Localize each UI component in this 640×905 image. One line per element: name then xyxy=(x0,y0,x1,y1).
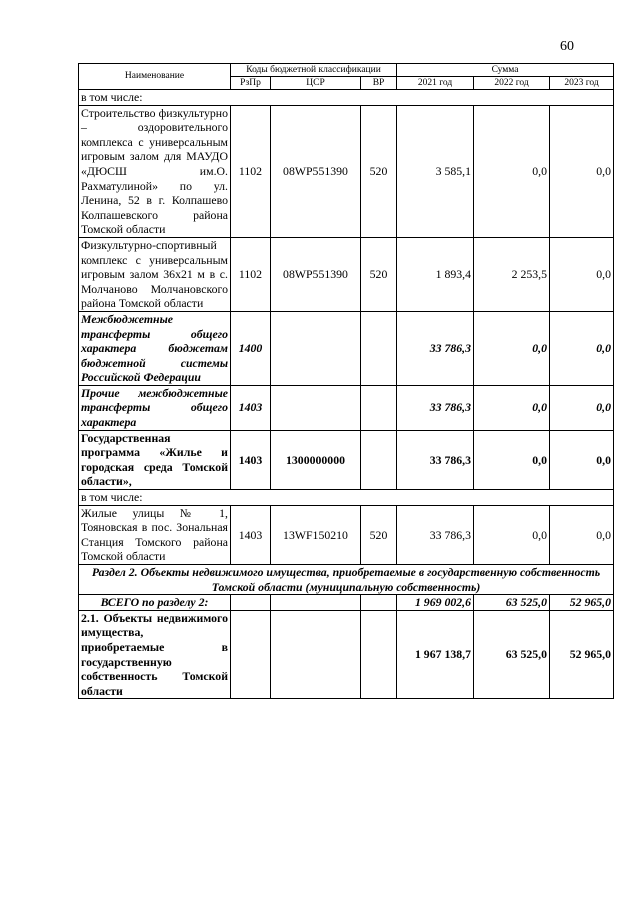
total-2023: 52 965,0 xyxy=(550,595,614,611)
row-rzpr: 1403 xyxy=(231,505,271,564)
row-vr xyxy=(361,385,397,430)
section-heading: Раздел 2. Объекты недвижимого имущества, приобретаемые в государственную собственность Томской области (муниципальную собственность) xyxy=(79,565,614,595)
row-2022: 0,0 xyxy=(474,505,550,564)
row-2021: 33 786,3 xyxy=(397,505,474,564)
header-csr: ЦСР xyxy=(271,77,361,90)
row-name: Межбюджетные трансферты общего характера бюджетам бюджетной системы Российской Федерации xyxy=(79,311,231,385)
header-2022: 2022 год xyxy=(474,77,550,90)
row-name: Жилые улицы № 1, Тояновская в пос. Зональная Станция Томского района Томской области xyxy=(79,505,231,564)
total-2022: 63 525,0 xyxy=(474,595,550,611)
row-2023: 0,0 xyxy=(550,105,614,237)
row-vr xyxy=(361,430,397,489)
total-label: ВСЕГО по разделу 2: xyxy=(79,595,231,611)
table-row xyxy=(79,311,614,385)
row-name: Прочие межбюджетные трансферты общего характера xyxy=(79,385,231,430)
row-csr: 13WF150210 xyxy=(271,505,361,564)
row-vr xyxy=(361,610,397,699)
table-row xyxy=(79,610,614,699)
row-rzpr: 1102 xyxy=(231,237,271,311)
header-rzpr: РзПр xyxy=(231,77,271,90)
header-amount: Сумма xyxy=(397,64,614,77)
row-rzpr: 1403 xyxy=(231,430,271,489)
table-row xyxy=(79,490,614,506)
header-2021: 2021 год xyxy=(397,77,474,90)
budget-table xyxy=(78,63,614,699)
row-2022: 0,0 xyxy=(474,105,550,237)
row-2021: 33 786,3 xyxy=(397,385,474,430)
table-row xyxy=(79,565,614,595)
row-2023: 52 965,0 xyxy=(550,610,614,699)
header-2023: 2023 год xyxy=(550,77,614,90)
page-number: 60 xyxy=(560,39,574,54)
row-rzpr: 1102 xyxy=(231,105,271,237)
table-row xyxy=(79,90,614,106)
row-rzpr xyxy=(231,610,271,699)
table-row xyxy=(79,237,614,311)
row-csr: 08WP551390 xyxy=(271,237,361,311)
row-2021: 33 786,3 xyxy=(397,430,474,489)
row-vr: 520 xyxy=(361,237,397,311)
including-label: в том числе: xyxy=(79,90,614,106)
row-vr xyxy=(361,311,397,385)
header-vr: ВР xyxy=(361,77,397,90)
total-2021: 1 969 002,6 xyxy=(397,595,474,611)
row-2023: 0,0 xyxy=(550,311,614,385)
row-name: Государственная программа «Жилье и городская среда Томской области», xyxy=(79,430,231,489)
row-csr xyxy=(271,610,361,699)
header-codes: Коды бюджетной классификации xyxy=(231,64,397,77)
row-vr: 520 xyxy=(361,105,397,237)
header-name: Наименование xyxy=(79,64,231,90)
row-2021: 1 967 138,7 xyxy=(397,610,474,699)
row-name: Строительство физкультурно – оздоровительного комплекса с универсальным игровым залом для МАУДО «ДЮСШ им.О. Рахматулиной» по ул. Ленина, 52 в г. Колпашево Колпашевского района Томской области xyxy=(79,105,231,237)
row-rzpr: 1403 xyxy=(231,385,271,430)
row-2021: 3 585,1 xyxy=(397,105,474,237)
row-2022: 0,0 xyxy=(474,385,550,430)
table-row xyxy=(79,385,614,430)
table-row xyxy=(79,595,614,611)
row-2022: 0,0 xyxy=(474,430,550,489)
row-2022: 2 253,5 xyxy=(474,237,550,311)
row-csr xyxy=(271,311,361,385)
row-vr xyxy=(361,595,397,611)
table-row xyxy=(79,505,614,564)
including-label: в том числе: xyxy=(79,490,614,506)
row-name: Физкультурно-спортивный комплекс с универсальным игровым залом 36x21 м в с. Молчаново Молчановского района Томской области xyxy=(79,237,231,311)
row-2023: 0,0 xyxy=(550,505,614,564)
row-2023: 0,0 xyxy=(550,237,614,311)
row-name: 2.1. Объекты недвижимого имущества, приобретаемые в государственную собственность Томской области xyxy=(79,610,231,699)
table-row xyxy=(79,430,614,489)
row-rzpr xyxy=(231,595,271,611)
row-2023: 0,0 xyxy=(550,430,614,489)
row-2022: 0,0 xyxy=(474,311,550,385)
row-2023: 0,0 xyxy=(550,385,614,430)
row-2021: 1 893,4 xyxy=(397,237,474,311)
table-row xyxy=(79,105,614,237)
row-csr: 08WP551390 xyxy=(271,105,361,237)
row-csr xyxy=(271,595,361,611)
row-rzpr: 1400 xyxy=(231,311,271,385)
row-vr: 520 xyxy=(361,505,397,564)
row-2021: 33 786,3 xyxy=(397,311,474,385)
row-csr: 1300000000 xyxy=(271,430,361,489)
row-csr xyxy=(271,385,361,430)
row-2022: 63 525,0 xyxy=(474,610,550,699)
